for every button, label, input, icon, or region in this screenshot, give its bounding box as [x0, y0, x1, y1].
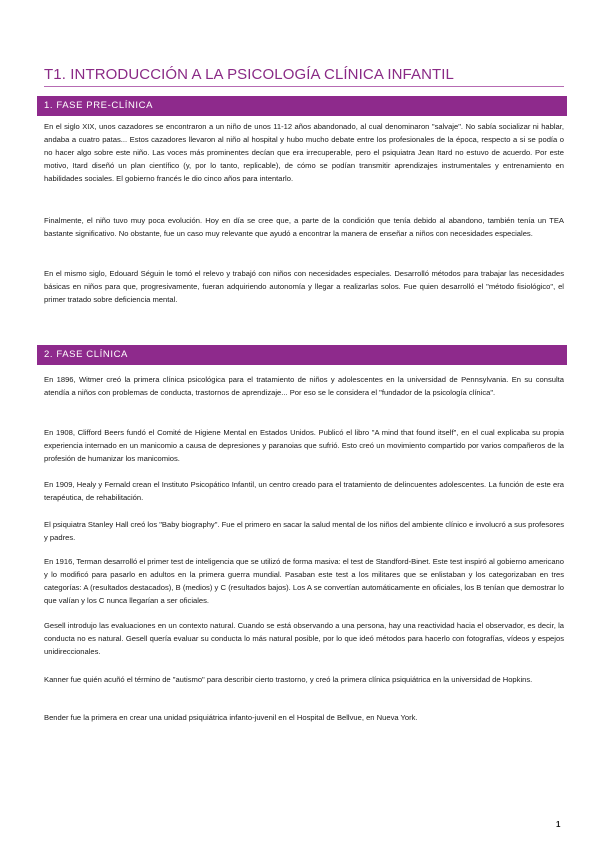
paragraph: Gesell introdujo las evaluaciones en un contexto natural. Cuando se está observando a una persona, hay una reactividad hacia el observador, es decir, la conducta no es natural. Gesell quería evaluar su conducta lo más natural posible, por lo que ideó métodos para hacerlo con fotografías, vídeos y espejos unidireccionales.	[44, 621, 564, 656]
paragraph: En el siglo XIX, unos cazadores se encontraron a un niño de unos 11-12 años abandonado, al cual denominaron "salvaje". No sabía socializar ni hablar, andaba a cuatro patas... Estos cazadores llevaron al niño al hospital y hubo mucho debate entre los profesionales de la época, respecto a si se podía o no hacer algo sobre este niño. Las voces más prominentes decían que era irrecuperable, pero el psiquiatra Jean Itard no estuvo de acuerdo. Por este motivo, Itard diseñó un plan científico (y, por lo tanto, replicable), de cómo se podían transmitir aprendizajes instrumentales y entrenamiento en habilidades sociales. El gobierno francés le dio cinco años para intentarlo.	[44, 122, 564, 183]
paragraph: En 1909, Healy y Fernald crean el Instituto Psicopático Infantil, un centro creado para el tratamiento de delincuentes adolescentes. La función de este era terapéutica, de rehabilitación.	[44, 480, 564, 502]
paragraph: En 1896, Witmer creó la primera clínica psicológica para el tratamiento de niños y adolescentes en la universidad de Pennsylvania. En su consulta atendía a niños con problemas de conducta, trastornos de aprendizaje... Por eso se le considera el "fundador de la psicología clínica".	[44, 375, 564, 397]
paragraph: El psiquiatra Stanley Hall creó los "Baby biography". Fue el primero en sacar la salud mental de los niños del ambiente clínico e involucró a sus profesores y padres.	[44, 520, 564, 542]
section-heading-clinica: 2. FASE CLÍNICA	[37, 345, 567, 365]
paragraph: Kanner fue quién acuñó el término de "autismo" para describir cierto trastorno, y creó la primera clínica psiquiátrica en la universidad de Hopkins.	[44, 675, 533, 684]
document-title: T1. INTRODUCCIÓN A LA PSICOLOGÍA CLÍNICA INFANTIL	[44, 66, 564, 87]
paragraph: En el mismo siglo, Edouard Séguin le tomó el relevo y trabajó con niños con necesidades especiales. Desarrolló métodos para trabajar las necesidades básicas en niños para que, progresivamente, fueran adquiriendo autonomía y llegar a realizarlas solos. Fue quien desarrolló el "método fisiológico", el primer tratado sobre deficiencia mental.	[44, 269, 564, 304]
paragraph: Finalmente, el niño tuvo muy poca evolución. Hoy en día se cree que, a parte de la condición que tenía debido al abandono, también tenía un TEA bastante significativo. No obstante, fue un caso muy relevante que ayudó a encontrar la manera de enseñar a niños con necesidades especiales.	[44, 216, 564, 238]
page-number: 1	[556, 820, 561, 829]
paragraph: En 1916, Terman desarrolló el primer test de inteligencia que se utilizó de forma masiva: el test de Standford-Binet. Este test inspiró al gobierno americano y lo modificó para pasarlo en adultos en la primera guerra mundial. Pasaban este test a los militares que se enlistaban y los categorizaban en tres categorías: A (resultados destacados), B (medios) y C (resultados bajos). Los A se convertían automáticamente en oficiales, los B tenían que demostrar lo que valían y los C nunca llegarían a ser oficiales.	[44, 557, 564, 605]
section-heading-pre-clinica: 1. FASE PRE-CLÍNICA	[37, 96, 567, 116]
paragraph: Bender fue la primera en crear una unidad psiquiátrica infanto-juvenil en el Hospital de Bellvue, en Nueva York.	[44, 713, 418, 722]
paragraph: En 1908, Clifford Beers fundó el Comité de Higiene Mental en Estados Unidos. Publicó el libro "A mind that found itself", en el cual explicaba su propia experiencia internado en un manicomio a causa de depresiones y paranoias que sufrió. Esto creó un movimiento compartido por varios compañeros de la profesión de humanizar los manicomios.	[44, 428, 564, 463]
